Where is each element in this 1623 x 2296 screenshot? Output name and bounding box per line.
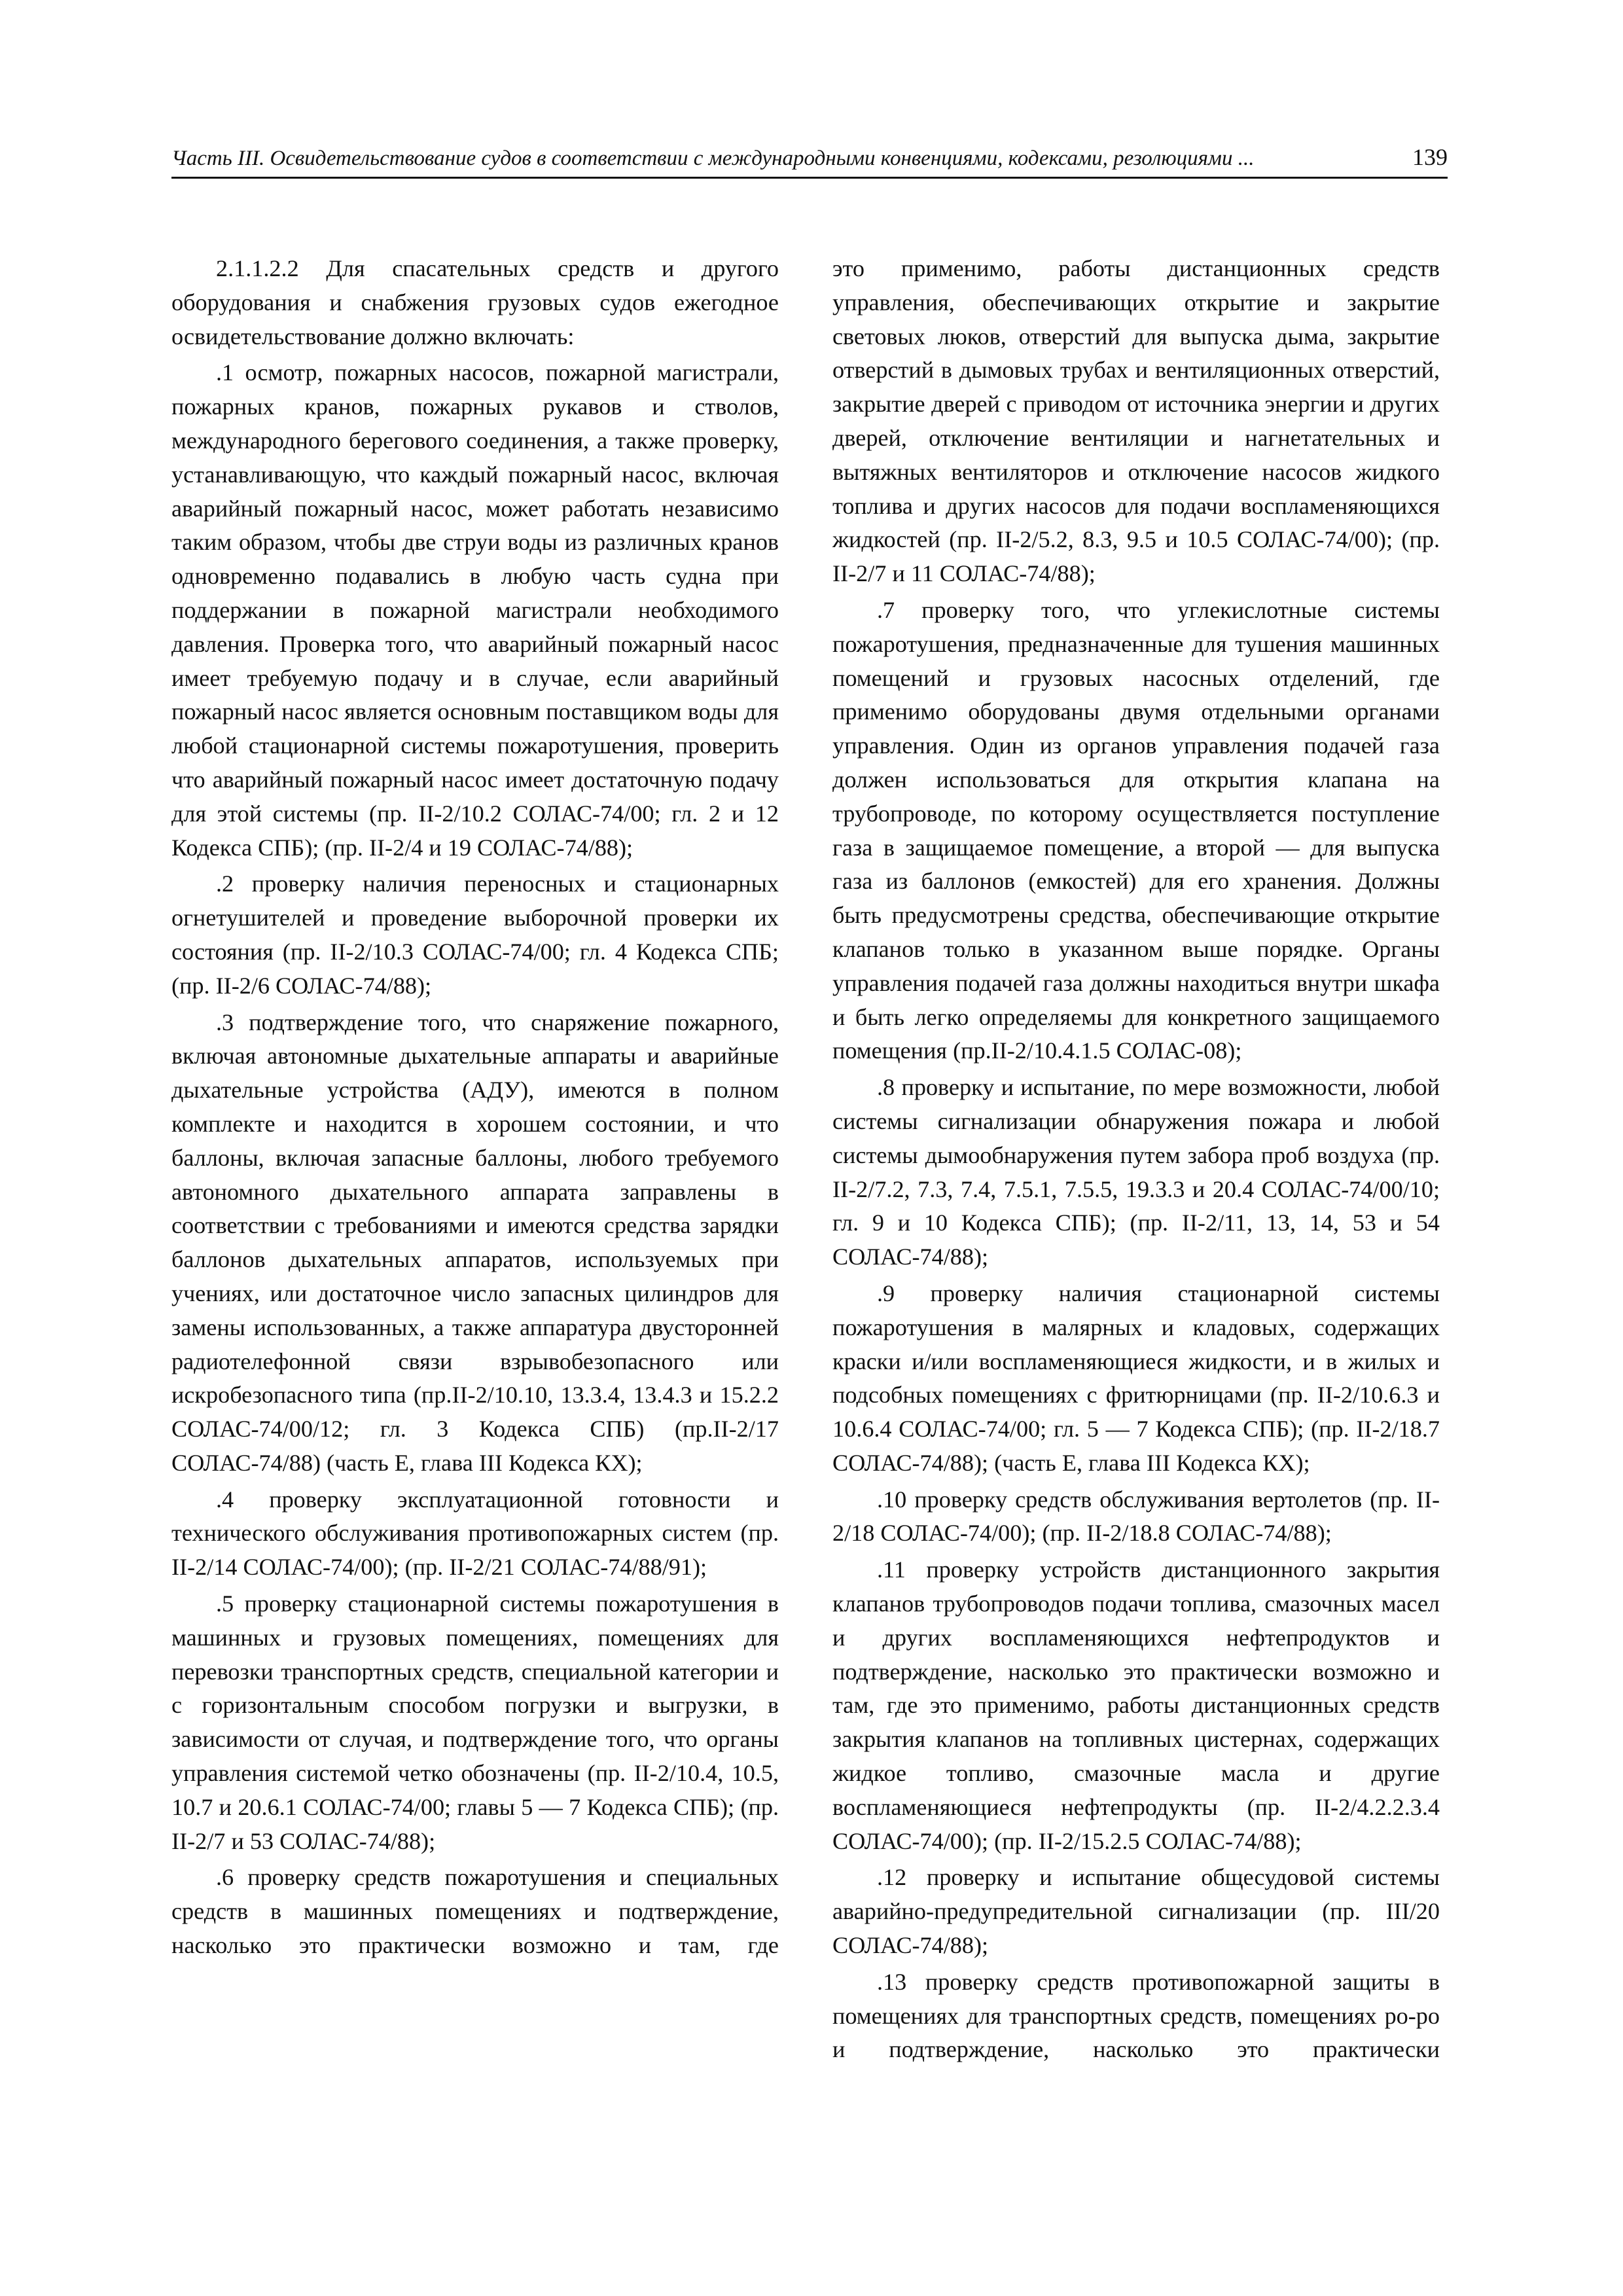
paragraph: .2 проверку наличия переносных и стационарных огнетушителей и проведение выборочной проверки их состояния (пр. II-2/10.3 СОЛАС-74/00; гл. 4 Кодекса СПБ; (пр. II-2/6 СОЛАС-74/88); bbox=[171, 870, 779, 999]
running-header bbox=[171, 143, 1448, 173]
paragraph: .5 проверку стационарной системы пожаротушения в машинных и грузовых помещениях, помещениях для перевозки транспортных средств, специальной категории и с горизонтальным способом погрузки и выгрузки, в зависимости от случая, и подтверждение того, что органы управления системой четко обозначены (пр. II-2/10.4, 10.5, 10.7 и 20.6.1 СОЛАС-74/00; главы 5 — 7 Кодекса СПБ); (пр. II-2/7 и 53 СОЛАС-74/88); bbox=[171, 1590, 779, 1854]
paragraph: .3 подтверждение того, что снаряжение пожарного, включая автономные дыхательные аппараты и аварийные дыхательные устройства (АДУ), имеются в полном комплекте и находится в хорошем состоянии, и что баллоны, включая запасные баллоны, любого требуемого автономного дыхательного аппарата заправлены в соответствии с требованиями и имеются средства зарядки баллонов дыхательных аппаратов, используемых при учениях, или достаточное число запасных цилиндров для замены использованных, а также аппаратура двусторонней радиотелефонной связи взрывобезопасного или искробезопасного типа (пр.II-2/10.10, 13.3.4, 13.4.3 и 15.2.2 СОЛАС-74/00/12; гл. 3 Кодекса СПБ) (пр.II-2/17 СОЛАС-74/88) (часть Е, глава III Кодекса КХ); bbox=[171, 1009, 779, 1476]
paragraph: .4 проверку эксплуатационной готовности и технического обслуживания противопожарных систем (пр. II-2/14 СОЛАС-74/00); (пр. II-2/21 СОЛАС-74/88/91); bbox=[171, 1486, 779, 1581]
paragraph: .8 проверку и испытание, по мере возможности, любой системы сигнализации обнаружения пожара и любой системы дымообнаружения путем забора проб воздуха (пр. II-2/7.2, 7.3, 7.4, 7.5.1, 7.5.5, 19.3.3 и 20.4 СОЛАС-74/00/10; гл. 9 и 10 Кодекса СПБ); (пр. II-2/11, 13, 14, 53 и 54 СОЛАС-74/88); bbox=[832, 1074, 1440, 1270]
header-title: Часть III. Освидетельствование судов в соответствии с международными конвенциями, кодексами, резолюциями ... bbox=[171, 147, 1255, 170]
paragraph: .13 проверку средств противопожарной защиты в помещениях для транспортных средств, помещениях ро-ро и подтверждение, насколько это практически bbox=[832, 1968, 1440, 2063]
paragraph-continued: это применимо, работы дистанционных средств управления, обеспечивающих открытие и закрытие световых люков, отверстий для выпуска дыма, закрытие отверстий в дымовых трубах и вентиляционных отверстий, закрытие дверей с приводом от источника энергии и других дверей, отключение вентиляции и нагнетательных и вытяжных вентиляторов и отключение насосов жидкого топлива и других насосов для подачи воспламеняющихся жидкостей (пр. II-2/5.2, 8.3, 9.5 и 10.5 СОЛАС-74/00); (пр. II-2/7 и 11 СОЛАС-74/88); bbox=[832, 255, 1440, 587]
left-column bbox=[171, 252, 779, 1963]
paragraph: 2.1.1.2.2 Для спасательных средств и другого оборудования и снабжения грузовых судов ежегодное освидетельствование должно включать: bbox=[171, 255, 779, 350]
paragraph: .12 проверку и испытание общесудовой системы аварийно-предупредительной сигнализации (пр. III/20 СОЛАС-74/88); bbox=[832, 1864, 1440, 1959]
paragraph: .11 проверку устройств дистанционного закрытия клапанов трубопроводов подачи топлива, смазочных масел и других воспламеняющихся нефтепродуктов и подтверждение, насколько это практически возможно и там, где это применимо, работы дистанционных средств закрытия клапанов на топливных цистернах, содержащих жидкое топливо, смазочные масла и другие воспламеняющиеся нефтепродукты (пр. II-2/4.2.2.3.4 СОЛАС-74/00); (пр. II-2/15.2.5 СОЛАС-74/88); bbox=[832, 1556, 1440, 1854]
paragraph: .1 осмотр, пожарных насосов, пожарной магистрали, пожарных кранов, пожарных рукавов и стволов, международного берегового соединения, а также проверку, устанавливающую, что каждый пожарный насос, включая аварийный пожарный насос, может работать независимо таким образом, чтобы две струи воды из различных кранов одновременно подавались в любую часть судна при поддержании в пожарной магистрали необходимого давления. Проверка того, что аварийный пожарный насос имеет требуемую подачу и в случае, если аварийный пожарный насос является основным поставщиком воды для любой стационарной системы пожаротушения, проверить что аварийный пожарный насос имеет достаточную подачу для этой системы (пр. II-2/10.2 СОЛАС-74/00; гл. 2 и 12 Кодекса СПБ); (пр. II-2/4 и 19 СОЛАС-74/88); bbox=[171, 359, 779, 861]
paragraph: .10 проверку средств обслуживания вертолетов (пр. II-2/18 СОЛАС-74/00); (пр. II-2/18.8 СОЛАС-74/88); bbox=[832, 1486, 1440, 1547]
paragraph: .6 проверку средств пожаротушения и специальных средств в машинных помещениях и подтверждение, насколько это практически возможно и там, где bbox=[171, 1864, 779, 1959]
paragraph: .9 проверку наличия стационарной системы пожаротушения в малярных и кладовых, содержащих краски и/или воспламеняющиеся жидкости, и в жилых и подсобных помещениях с фритюрницами (пр. II-2/10.6.3 и 10.6.4 СОЛАС-74/00; гл. 5 — 7 Кодекса СПБ); (пр. II-2/18.7 СОЛАС-74/88); (часть Е, глава III Кодекса КХ); bbox=[832, 1280, 1440, 1476]
header-rule bbox=[171, 177, 1448, 179]
right-column bbox=[832, 252, 1440, 2067]
page-number: 139 bbox=[1412, 144, 1448, 170]
paragraph: .7 проверку того, что углекислотные системы пожаротушения, предназначенные для тушения машинных помещений и грузовых насосных отделений, где применимо оборудованы двумя отдельными органами управления. Один из органов управления подачей газа должен использоваться для открытия клапана на трубопроводе, по которому осуществляется поступление газа в защищаемое помещение, а второй — для выпуска газа из баллонов (емкостей) для его хранения. Должны быть предусмотрены средства, обеспечивающие открытие клапанов только в указанном выше порядке. Органы управления подачей газа должны находиться внутри шкафа и быть легко определяемы для конкретного защищаемого помещения (пр.II-2/10.4.1.5 СОЛАС-08); bbox=[832, 596, 1440, 1064]
